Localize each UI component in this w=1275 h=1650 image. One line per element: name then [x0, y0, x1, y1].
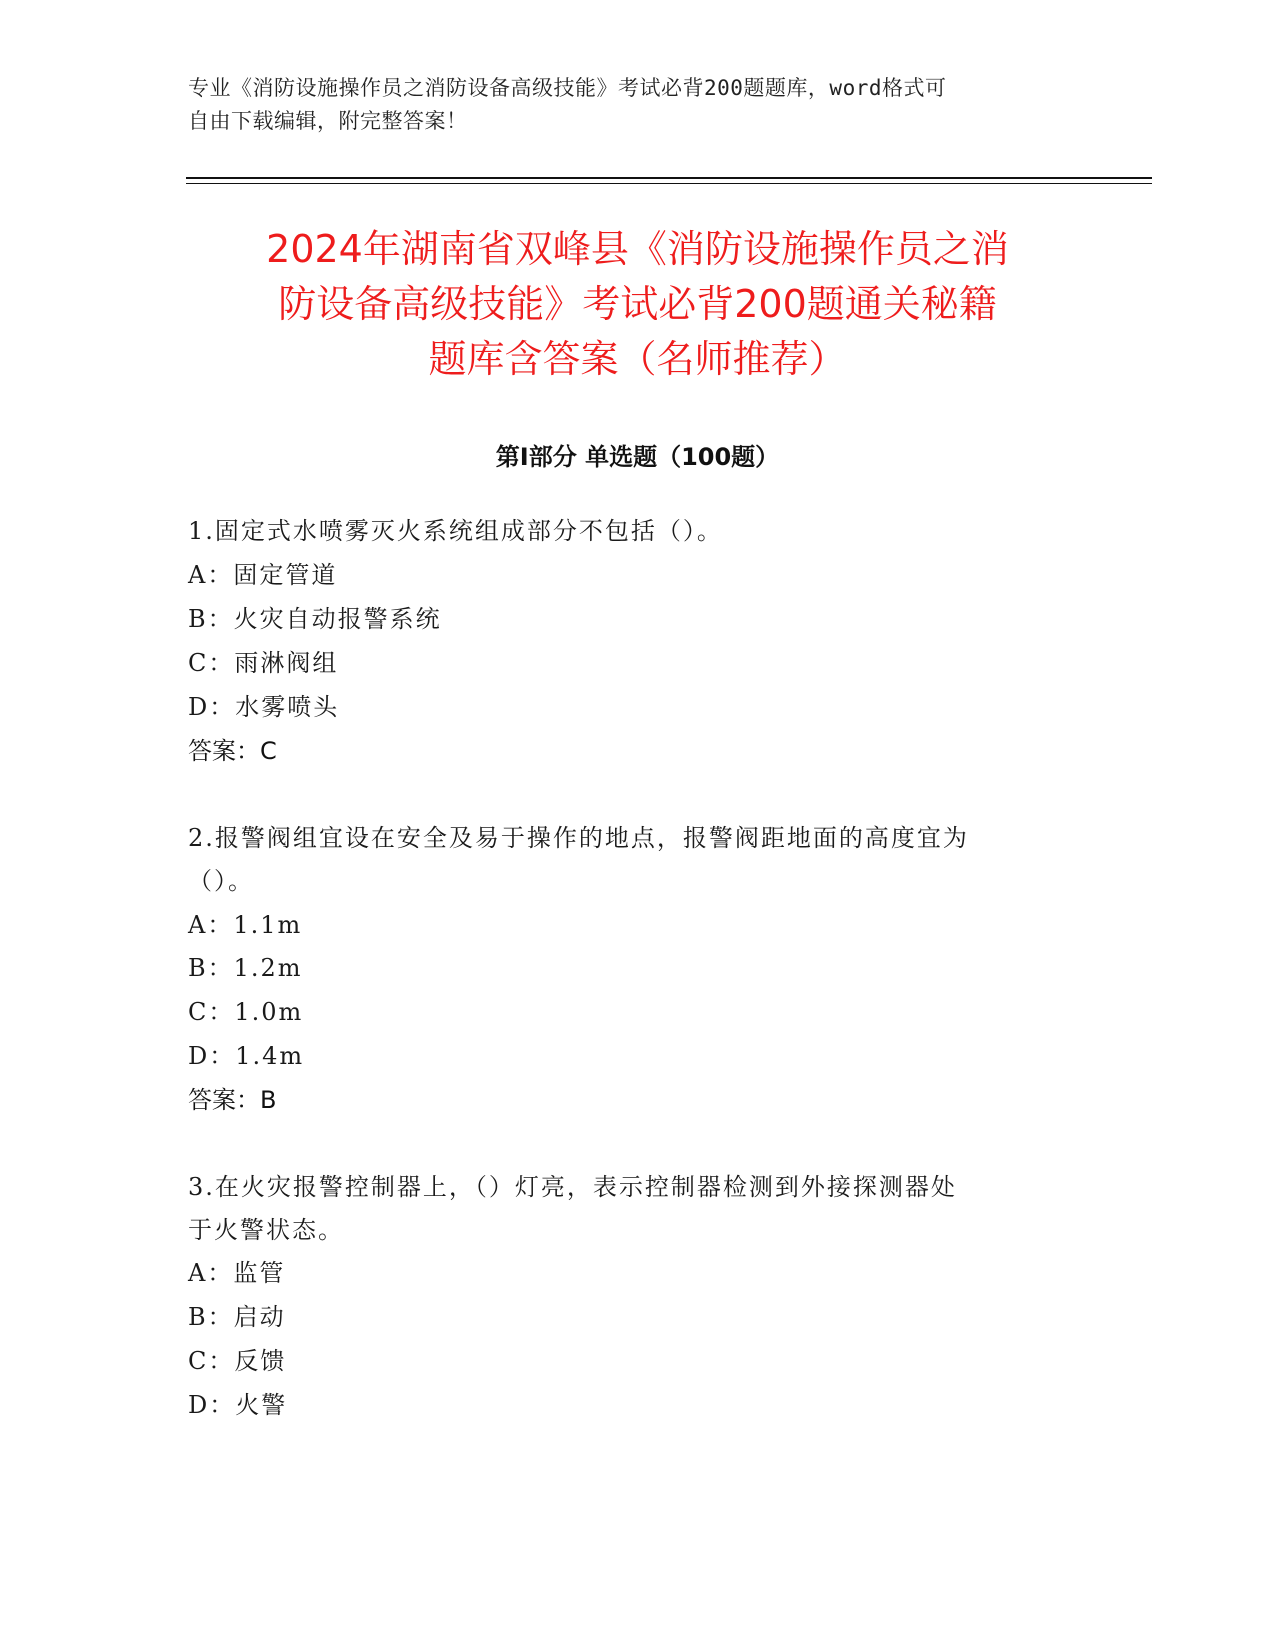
- title-line: 题库含答案（名师推荐）: [428, 337, 847, 381]
- option-a: A：1.1m: [188, 911, 303, 939]
- header-divider-thick: [186, 177, 1152, 179]
- option-d: D：1.4m: [188, 1042, 305, 1070]
- option-b: B：启动: [188, 1303, 286, 1331]
- option-b: B：火灾自动报警系统: [188, 605, 442, 633]
- question-stem: 1.固定式水喷雾灭火系统组成部分不包括（）。: [188, 517, 723, 545]
- question-stem-continued: 于火警状态。: [188, 1216, 344, 1244]
- answer-line: 答案：C: [188, 737, 277, 765]
- answer-line: 答案：B: [188, 1086, 277, 1114]
- option-c: C：雨淋阀组: [188, 649, 339, 677]
- option-d: D：水雾喷头: [188, 693, 340, 721]
- intro-line: 专业《消防设施操作员之消防设备高级技能》考试必背200题题库，word格式可: [188, 76, 947, 100]
- option-b: B：1.2m: [188, 954, 303, 982]
- question-stem-continued: （）。: [188, 867, 254, 895]
- option-c: C：反馈: [188, 1347, 287, 1375]
- title-line: 防设备高级技能》考试必背200题通关秘籍: [278, 282, 997, 326]
- header-divider-thin: [186, 183, 1152, 184]
- question-stem: 2.报警阀组宜设在安全及易于操作的地点，报警阀距地面的高度宜为: [188, 824, 969, 852]
- option-c: C：1.0m: [188, 998, 304, 1026]
- section-heading: 第Ⅰ部分 单选题（100题）: [495, 443, 780, 471]
- option-a: A：固定管道: [188, 561, 338, 589]
- question-stem: 3.在火灾报警控制器上，（）灯亮，表示控制器检测到外接探测器处: [188, 1173, 957, 1201]
- option-a: A：监管: [188, 1259, 286, 1287]
- option-d: D：火警: [188, 1391, 288, 1419]
- intro-paragraph: [188, 72, 1068, 138]
- title-line: 2024年湖南省双峰县《消防设施操作员之消: [266, 227, 1009, 271]
- document-title: [170, 222, 1105, 387]
- intro-line: 自由下载编辑，附完整答案！: [188, 109, 468, 133]
